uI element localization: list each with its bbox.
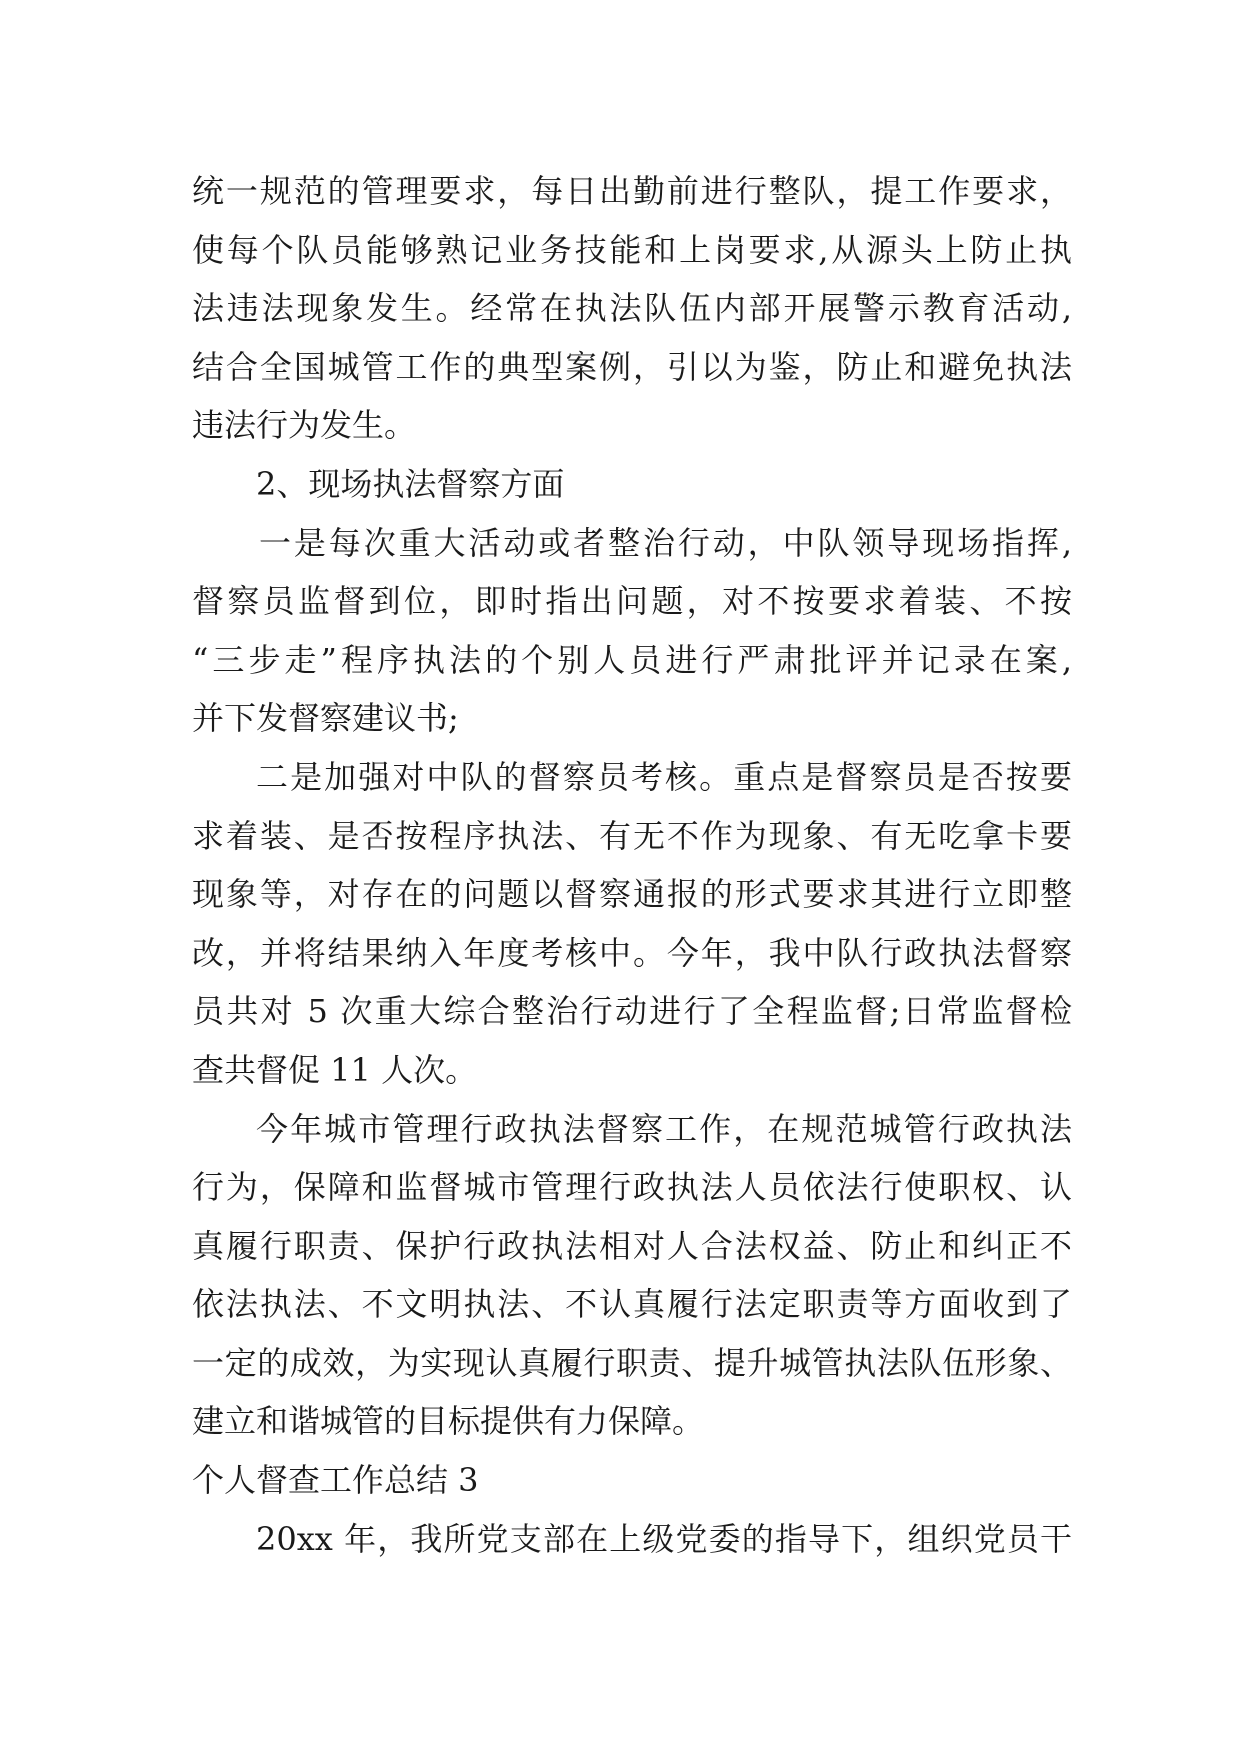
text-line: 改，并将结果纳入年度考核中。今年，我中队行政执法督察 bbox=[192, 933, 1072, 972]
text-line: 行为，保障和监督城市管理行政执法人员依法行使职权、认 bbox=[192, 1168, 1072, 1207]
text-line: 督察员监督到位，即时指出问题，对不按要求着装、不按 bbox=[192, 582, 1072, 621]
text-line: 真履行职责、保护行政执法相对人合法权益、防止和纠正不 bbox=[192, 1226, 1072, 1265]
text-line: 一是每次重大活动或者整治行动，中队领导现场指挥, bbox=[259, 523, 1072, 562]
text-line: 法违法现象发生。经常在执法队伍内部开展警示教育活动, bbox=[192, 289, 1072, 328]
text-line: 求着装、是否按程序执法、有无不作为现象、有无吃拿卡要 bbox=[192, 816, 1072, 855]
section-heading: 2、现场执法督察方面 bbox=[256, 464, 565, 503]
text-line: 今年城市管理行政执法督察工作，在规范城管行政执法 bbox=[256, 1109, 1072, 1148]
text-line: 员共对 5 次重大综合整治行动进行了全程监督;日常监督检 bbox=[192, 992, 1072, 1031]
text-line: 20xx 年，我所党支部在上级党委的指导下，组织党员干 bbox=[256, 1519, 1072, 1558]
text-line: 依法执法、不文明执法、不认真履行法定职责等方面收到了 bbox=[192, 1285, 1072, 1324]
text-line: 建立和谐城管的目标提供有力保障。 bbox=[192, 1402, 705, 1441]
document-body bbox=[192, 162, 1072, 1568]
text-line: “三步走”程序执法的个别人员进行严肃批评并记录在案, bbox=[192, 640, 1072, 679]
text-line: 现象等，对存在的问题以督察通报的形式要求其进行立即整 bbox=[192, 875, 1072, 914]
text-line: 一定的成效，为实现认真履行职责、提升城管执法队伍形象、 bbox=[192, 1343, 1072, 1382]
text-line: 二是加强对中队的督察员考核。重点是督察员是否按要 bbox=[256, 757, 1072, 796]
text-line: 违法行为发生。 bbox=[192, 406, 417, 445]
text-line: 结合全国城管工作的典型案例，引以为鉴，防止和避免执法 bbox=[192, 347, 1072, 386]
text-line: 并下发督察建议书; bbox=[192, 699, 459, 738]
document-title: 个人督查工作总结 3 bbox=[192, 1461, 479, 1500]
text-line: 使每个队员能够熟记业务技能和上岗要求,从源头上防止执 bbox=[192, 230, 1072, 269]
text-line: 查共督促 11 人次。 bbox=[192, 1050, 478, 1089]
text-line: 统一规范的管理要求，每日出勤前进行整队，提工作要求， bbox=[192, 172, 1072, 210]
